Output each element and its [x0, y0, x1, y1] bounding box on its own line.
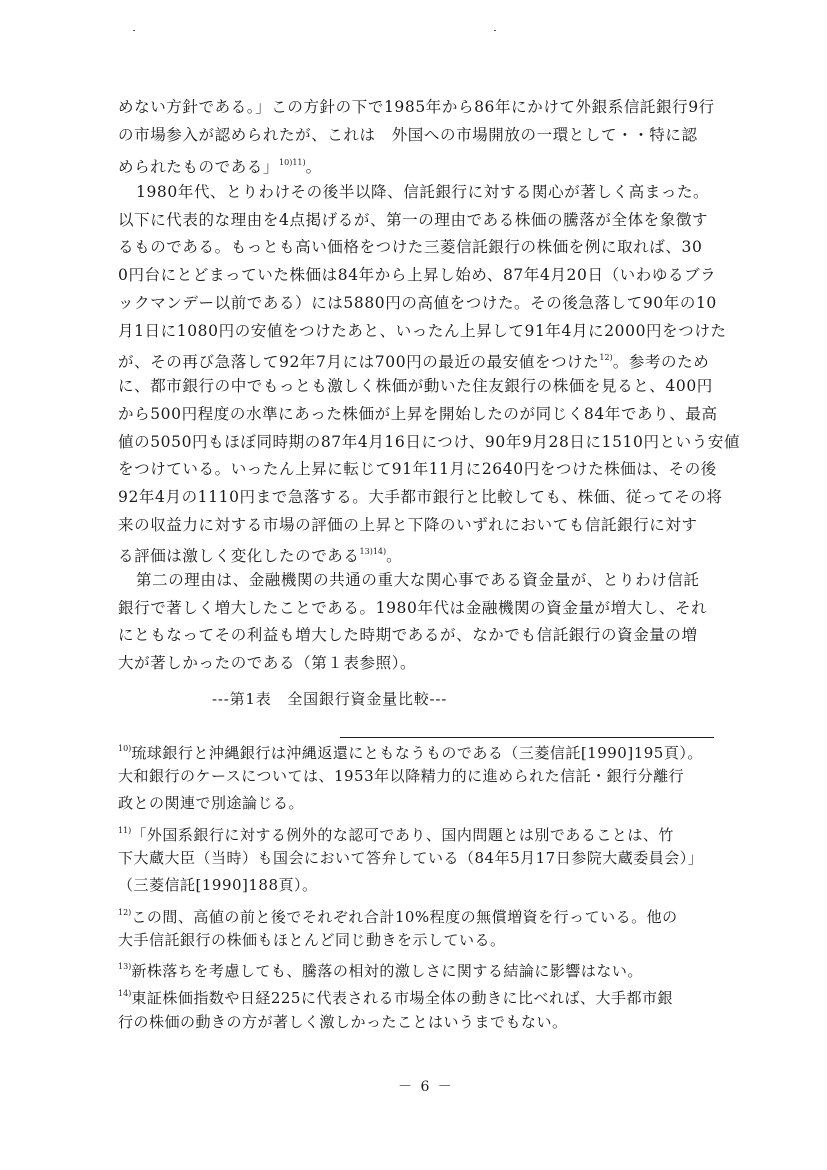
body-line: 1980年代、とりわけその後半以降、信託銀行に対する関心が著しく高まった。 — [136, 183, 710, 201]
body-line: 大が著しかったのである（第１表参照）。 — [118, 654, 417, 672]
footnote-line: 大手信託銀行の株価もほとんど同じ動きを示している。 — [118, 931, 506, 949]
footnote-mark: 12) — [118, 908, 132, 917]
footnote-ref: 12) — [599, 353, 613, 362]
footnote-line: $^{11)}$「外国系銀行に対する例外的な認可であり、国内問題とは別であることは、竹 — [118, 826, 674, 844]
footnote-line: $^{10)}$琉球銀行と沖縄銀行は沖縄返還にともなうものである（三菱信託[1990]195頁）。 — [118, 744, 703, 762]
page-number: － 6 － — [398, 1079, 454, 1095]
footnote-line: 下大蔵大臣（当時）も国会において答弁している（84年5月17日参院大蔵委員会）」 — [118, 849, 704, 867]
footnote-mark: 10) — [118, 744, 132, 753]
body-line: 92年4月の1110円まで急落する。大手都市銀行と比較しても、株価、従ってその将 — [118, 488, 723, 506]
body-line: る評価は激しく変化したのである$^{13)14)}$。 — [118, 547, 403, 565]
body-line: をつけている。いったん上昇に転じて91年11月に2640円をつけた株価は、その後 — [118, 460, 717, 478]
body-line: 以下に代表的な理由を4点掲げるが、第一の理由である株価の騰落が全体を象徴す — [118, 211, 709, 229]
footnote-line: 大和銀行のケースについては、1953年以降精力的に進められた信託・銀行分離行 — [118, 767, 685, 785]
footnote-line: $^{12)}$この間、高値の前と後でそれぞれ合計10%程度の無償増資を行っている。他の — [118, 908, 678, 926]
body-line: 0円台にとどまっていた株価は84年から上昇し始め、87年4月20日（いわゆるブラ — [118, 266, 717, 284]
body-line: 来の収益力に対する市場の評価の上昇と下降のいずれにおいても信託銀行に対す — [118, 516, 698, 534]
body-line: ックマンデー以前である）には5880円の高値をつけた。その後急落して90年の10 — [118, 294, 717, 312]
body-line: の市場参入が認められたが、これは 外国への市場開放の一環として・・特に認 — [118, 126, 698, 144]
footnote-line: $^{13)}$新株落ちを考慮しても、騰落の相対的激しさに関する結論に影響はない。 — [118, 962, 643, 980]
scan-mark — [133, 30, 135, 31]
body-line: にともなってその利益も増大した時期であるが、なかでも信託銀行の資金量の増 — [118, 626, 698, 644]
body-line: から500円程度の水準にあった株価が上昇を開始したのが同じく84年であり、最高 — [118, 405, 718, 423]
body-line: が、その再び急落して92年7月には700円の最近の最安値をつけた$^{12)}$。参考のため — [118, 353, 710, 371]
footnote-line: （三菱信託[1990]188頁）。 — [118, 876, 318, 894]
body-line: に、都市銀行の中でもっとも激しく株価が動いた住友銀行の株価を見ると、400円 — [118, 377, 713, 395]
body-line: 銀行で著しく増大したことである。1980年代は金融機関の資金量が増大し、それ — [118, 599, 708, 617]
body-line: 月1日に1080円の安値をつけたあと、いったん上昇して91年4月に2000円をつけた — [118, 322, 727, 340]
table-caption: ---第1表 全国銀行資金量比較--- — [212, 690, 448, 708]
body-line: めない方針である。」この方針の下で1985年から86年にかけて外銀系信託銀行9行 — [118, 98, 715, 116]
body-line: められたものである」$^{10)11)}$。 — [118, 158, 322, 176]
footnote-ref: 13)14) — [359, 547, 387, 556]
footnote-line: $^{14)}$東証株価指数や日経225に代表される市場全体の動きに比べれば、大手都市銀 — [118, 989, 673, 1007]
footnote-ref: 10)11) — [279, 158, 306, 167]
footnote-mark: 11) — [118, 826, 132, 835]
footnote-line: 行の株価の動きの方が著しく激しかったことはいうまでもない。 — [118, 1013, 568, 1031]
body-line: るものである。もっとも高い価格をつけた三菱信託銀行の株価を例に取れば、30 — [118, 238, 703, 256]
body-line: 第二の理由は、金融機関の共通の重大な関心事である資金量が、とりわけ信託 — [136, 571, 700, 589]
body-line: 値の5050円もほぼ同時期の87年4月16日につけ、90年9月28日に1510円という安値 — [118, 433, 741, 451]
footnote-mark: 14) — [118, 989, 132, 998]
footnote-mark: 13) — [118, 962, 132, 971]
scan-mark — [494, 30, 496, 31]
footnote-line: 政との関連で別途論じる。 — [118, 794, 305, 812]
